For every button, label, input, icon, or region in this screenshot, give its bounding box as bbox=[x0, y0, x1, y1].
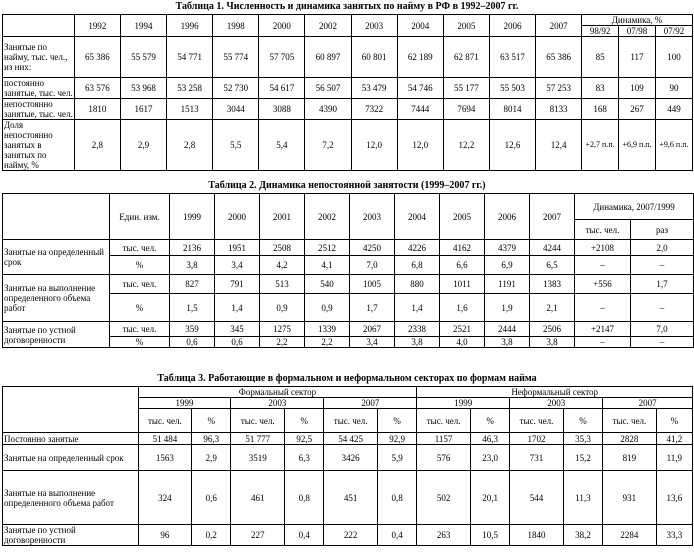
table-cell: 62 871 bbox=[443, 37, 489, 78]
table-cell: 12,0 bbox=[397, 120, 443, 171]
table-row bbox=[3, 322, 694, 337]
table-cell: 2,9 bbox=[120, 120, 166, 171]
table-cell: 1011 bbox=[440, 275, 485, 294]
dynamics-cell: 449 bbox=[655, 99, 692, 120]
table-cell: 2506 bbox=[530, 322, 575, 337]
unit-header: тыс. чел. bbox=[417, 409, 471, 433]
table-cell: 1810 bbox=[74, 99, 120, 120]
year-header: 2007 bbox=[530, 194, 575, 240]
table-cell: 63 576 bbox=[74, 78, 120, 99]
table-cell: 3,8 bbox=[170, 256, 215, 275]
table1-caption: Таблица 1. Численность и динамика занятых по найму в РФ в 1992–2007 гг. bbox=[175, 1, 519, 12]
year-header: 1999 bbox=[138, 398, 231, 409]
table1 bbox=[2, 14, 693, 171]
year-header: 1992 bbox=[74, 15, 120, 37]
row-label: Занятые на выполнение определенного объема работ bbox=[3, 275, 110, 322]
unit-header: Един. изм. bbox=[110, 194, 170, 240]
dynamics-cell: 7,0 bbox=[631, 322, 694, 337]
table-cell: 731 bbox=[510, 445, 564, 471]
table3 bbox=[2, 386, 693, 546]
year-header: 1996 bbox=[167, 15, 213, 37]
table-cell: 10,5 bbox=[470, 525, 509, 546]
table-row bbox=[3, 275, 694, 294]
table-cell: 96,3 bbox=[192, 433, 231, 445]
table-cell: 3519 bbox=[231, 445, 285, 471]
year-header: 2000 bbox=[215, 194, 260, 240]
table-cell: 8014 bbox=[489, 99, 535, 120]
table-cell: 1,7 bbox=[350, 294, 395, 322]
table-cell: 65 386 bbox=[536, 37, 582, 78]
year-header: 2004 bbox=[395, 194, 440, 240]
dynamics-cell: 90 bbox=[655, 78, 692, 99]
table-cell: 576 bbox=[417, 445, 471, 471]
table-cell: 2512 bbox=[305, 240, 350, 256]
table-cell: 55 177 bbox=[443, 78, 489, 99]
unit-header: тыс. чел. bbox=[231, 409, 285, 433]
dynamics-subheader: тыс. чел. bbox=[575, 220, 631, 240]
table-cell: 2338 bbox=[395, 322, 440, 337]
table-cell: 13,6 bbox=[656, 471, 692, 525]
table-cell: 461 bbox=[231, 471, 285, 525]
table-cell: 263 bbox=[417, 525, 471, 546]
table-cell: 1,6 bbox=[440, 294, 485, 322]
table-cell: 52 730 bbox=[213, 78, 259, 99]
table-cell: 0,6 bbox=[215, 337, 260, 348]
table-cell: 4226 bbox=[395, 240, 440, 256]
table-cell: 1275 bbox=[260, 322, 305, 337]
table-row bbox=[3, 240, 694, 256]
unit-header: % bbox=[656, 409, 692, 433]
table-cell: 6,5 bbox=[530, 256, 575, 275]
table-cell: 33,3 bbox=[656, 525, 692, 546]
table-cell: 1,4 bbox=[215, 294, 260, 322]
corner-cell bbox=[3, 387, 139, 433]
dynamics-header: Динамика, % bbox=[582, 15, 693, 26]
table-cell: 227 bbox=[231, 525, 285, 546]
year-header: 2002 bbox=[305, 15, 351, 37]
table-cell: 4162 bbox=[440, 240, 485, 256]
table-cell: 62 189 bbox=[397, 37, 443, 78]
table-cell: 51 777 bbox=[231, 433, 285, 445]
table-cell: 222 bbox=[324, 525, 378, 546]
dynamics-cell: 117 bbox=[619, 37, 656, 78]
table2-caption: Таблица 2. Динамика непостоянной занятости (1999–2007 гг.) bbox=[208, 180, 486, 191]
dynamics-cell: 109 bbox=[619, 78, 656, 99]
sector-header: Формальный сектор bbox=[138, 387, 417, 398]
table-cell: 2,8 bbox=[74, 120, 120, 171]
table-cell: 53 968 bbox=[120, 78, 166, 99]
table-cell: 2,2 bbox=[260, 337, 305, 348]
dynamics-cell: 168 bbox=[582, 99, 619, 120]
dynamics-cell: 85 bbox=[582, 37, 619, 78]
table-cell: 819 bbox=[603, 445, 657, 471]
table-cell: 41,2 bbox=[656, 433, 692, 445]
unit-header: % bbox=[563, 409, 602, 433]
table-cell: 2,1 bbox=[530, 294, 575, 322]
table-cell: 0,8 bbox=[377, 471, 416, 525]
dynamics-cell: 1,7 bbox=[631, 275, 694, 294]
table-cell: 502 bbox=[417, 471, 471, 525]
table-cell: 7694 bbox=[443, 99, 489, 120]
table-cell: 1563 bbox=[138, 445, 192, 471]
table-cell: 2444 bbox=[485, 322, 530, 337]
table-cell: 2136 bbox=[170, 240, 215, 256]
table-cell: 60 801 bbox=[351, 37, 397, 78]
unit-header: тыс. чел. bbox=[324, 409, 378, 433]
row-label: Занятые на определенный срок bbox=[3, 445, 139, 471]
table3-caption: Таблица 3. Работающие в формальном и неформальном секторах по формам найма bbox=[157, 373, 537, 384]
table-cell: 2067 bbox=[350, 322, 395, 337]
table-cell: 23,0 bbox=[470, 445, 509, 471]
table-cell: 544 bbox=[510, 471, 564, 525]
table-cell: 1951 bbox=[215, 240, 260, 256]
table-cell: 8133 bbox=[536, 99, 582, 120]
table-cell: 2,8 bbox=[167, 120, 213, 171]
unit-cell: % bbox=[110, 294, 170, 322]
dynamics-cell: 267 bbox=[619, 99, 656, 120]
unit-header: тыс. чел. bbox=[510, 409, 564, 433]
year-header: 1999 bbox=[417, 398, 510, 409]
table-cell: 4244 bbox=[530, 240, 575, 256]
corner-cell bbox=[3, 15, 75, 37]
table-cell: 7,2 bbox=[305, 120, 351, 171]
table-cell: 54 617 bbox=[259, 78, 305, 99]
unit-cell: тыс. чел. bbox=[110, 322, 170, 337]
table-cell: 1191 bbox=[485, 275, 530, 294]
unit-header: тыс. чел. bbox=[603, 409, 657, 433]
year-header: 2005 bbox=[440, 194, 485, 240]
dynamics-subheader: 07/92 bbox=[655, 26, 692, 37]
table-row bbox=[3, 445, 693, 471]
table-cell: 54 771 bbox=[167, 37, 213, 78]
year-header: 2004 bbox=[397, 15, 443, 37]
table-cell: 38,2 bbox=[563, 525, 602, 546]
row-label: Занятые по найму, тыс. чел., из них: bbox=[3, 37, 75, 78]
dynamics-cell: – bbox=[575, 256, 631, 275]
table-cell: 55 579 bbox=[120, 37, 166, 78]
table-cell: 53 258 bbox=[167, 78, 213, 99]
unit-header: % bbox=[377, 409, 416, 433]
table-header-row bbox=[3, 15, 693, 26]
table-row bbox=[3, 433, 693, 445]
table-cell: 7322 bbox=[351, 99, 397, 120]
table-cell: 57 705 bbox=[259, 37, 305, 78]
unit-header: % bbox=[192, 409, 231, 433]
dynamics-cell: – bbox=[575, 337, 631, 348]
unit-cell: тыс. чел. bbox=[110, 275, 170, 294]
table-cell: 2284 bbox=[603, 525, 657, 546]
year-header: 2003 bbox=[351, 15, 397, 37]
table-cell: 54 746 bbox=[397, 78, 443, 99]
table-cell: 5,5 bbox=[213, 120, 259, 171]
unit-cell: тыс. чел. bbox=[110, 240, 170, 256]
dynamics-cell: – bbox=[631, 256, 694, 275]
table-cell: 4379 bbox=[485, 240, 530, 256]
table-cell: 1,4 bbox=[395, 294, 440, 322]
table-cell: 4250 bbox=[350, 240, 395, 256]
table-cell: 6,8 bbox=[395, 256, 440, 275]
table-cell: 2828 bbox=[603, 433, 657, 445]
table-cell: 359 bbox=[170, 322, 215, 337]
table-cell: 3,8 bbox=[530, 337, 575, 348]
table-row bbox=[3, 120, 693, 171]
table-cell: 3,8 bbox=[395, 337, 440, 348]
table-header-row bbox=[3, 387, 693, 398]
unit-header: тыс. чел. bbox=[138, 409, 192, 433]
dynamics-subheader: раз bbox=[631, 220, 694, 240]
year-header: 1999 bbox=[170, 194, 215, 240]
table-cell: 1840 bbox=[510, 525, 564, 546]
dynamics-cell: +2,7 п.п. bbox=[582, 120, 619, 171]
table-cell: 5,9 bbox=[377, 445, 416, 471]
table-cell: 6,9 bbox=[485, 256, 530, 275]
table-cell: 791 bbox=[215, 275, 260, 294]
table-cell: 1383 bbox=[530, 275, 575, 294]
table-row bbox=[3, 37, 693, 78]
dynamics-cell: +556 bbox=[575, 275, 631, 294]
unit-cell: % bbox=[110, 256, 170, 275]
year-header: 2003 bbox=[510, 398, 603, 409]
table-row bbox=[3, 471, 693, 525]
table-cell: 3044 bbox=[213, 99, 259, 120]
table-header-row bbox=[3, 194, 694, 220]
year-header: 2001 bbox=[260, 194, 305, 240]
table-cell: 540 bbox=[305, 275, 350, 294]
row-label: непостоянно занятые, тыс. чел. bbox=[4, 99, 73, 119]
table-cell: 3,4 bbox=[215, 256, 260, 275]
table-cell: 60 897 bbox=[305, 37, 351, 78]
row-label: Доля непостоянно занятых в занятых по найму, % bbox=[3, 120, 75, 171]
row-label: Занятые по устной договоренности bbox=[3, 525, 139, 546]
row-label: Занятые по устной договоренности bbox=[3, 322, 110, 348]
unit-header: % bbox=[285, 409, 324, 433]
unit-header: % bbox=[470, 409, 509, 433]
dynamics-subheader: 98/92 bbox=[582, 26, 619, 37]
table-cell: 0,4 bbox=[285, 525, 324, 546]
table-cell: 0,9 bbox=[260, 294, 305, 322]
year-header: 2006 bbox=[489, 15, 535, 37]
row-label: Занятые на выполнение определенного объема работ bbox=[3, 471, 139, 525]
table-cell: 12,0 bbox=[351, 120, 397, 171]
dynamics-cell: +9,6 п.п. bbox=[655, 120, 692, 171]
table-cell: 46,3 bbox=[470, 433, 509, 445]
table-cell: 5,4 bbox=[259, 120, 305, 171]
table-cell: 1005 bbox=[350, 275, 395, 294]
table-cell: 451 bbox=[324, 471, 378, 525]
table-cell: 4390 bbox=[305, 99, 351, 120]
table2 bbox=[2, 193, 694, 348]
year-header: 2003 bbox=[350, 194, 395, 240]
table-cell: 1,9 bbox=[485, 294, 530, 322]
dynamics-cell: – bbox=[631, 294, 694, 322]
row-label: постоянно занятые, тыс. чел. bbox=[4, 78, 73, 98]
table-cell: 2508 bbox=[260, 240, 305, 256]
table-cell: 0,4 bbox=[377, 525, 416, 546]
row-label: Постоянно занятые bbox=[3, 433, 139, 445]
year-header: 2005 bbox=[443, 15, 489, 37]
table-cell: 3,4 bbox=[350, 337, 395, 348]
table-row bbox=[3, 525, 693, 546]
table-cell: 0,9 bbox=[305, 294, 350, 322]
dynamics-cell: – bbox=[631, 337, 694, 348]
table-cell: 57 253 bbox=[536, 78, 582, 99]
table-cell: 513 bbox=[260, 275, 305, 294]
table-cell: 1513 bbox=[167, 99, 213, 120]
table-cell: 11,3 bbox=[563, 471, 602, 525]
table-cell: 92,9 bbox=[377, 433, 416, 445]
table-cell: 12,4 bbox=[536, 120, 582, 171]
dynamics-cell: +2147 bbox=[575, 322, 631, 337]
dynamics-cell: 2,0 bbox=[631, 240, 694, 256]
corner-cell bbox=[3, 194, 110, 240]
table-row bbox=[3, 78, 693, 99]
table-cell: 880 bbox=[395, 275, 440, 294]
table-cell: 35,3 bbox=[563, 433, 602, 445]
table-cell: 4,1 bbox=[305, 256, 350, 275]
table-cell: 55 774 bbox=[213, 37, 259, 78]
table-cell: 53 479 bbox=[351, 78, 397, 99]
dynamics-cell: 100 bbox=[655, 37, 692, 78]
dynamics-cell: +2108 bbox=[575, 240, 631, 256]
table-cell: 6,6 bbox=[440, 256, 485, 275]
dynamics-cell: 83 bbox=[582, 78, 619, 99]
table-cell: 20,1 bbox=[470, 471, 509, 525]
year-header: 2002 bbox=[305, 194, 350, 240]
table-cell: 55 503 bbox=[489, 78, 535, 99]
table-cell: 3426 bbox=[324, 445, 378, 471]
table-cell: 2,2 bbox=[305, 337, 350, 348]
table-row bbox=[3, 99, 693, 120]
table-cell: 63 517 bbox=[489, 37, 535, 78]
table-cell: 3088 bbox=[259, 99, 305, 120]
table-cell: 1617 bbox=[120, 99, 166, 120]
table-cell: 6,3 bbox=[285, 445, 324, 471]
year-header: 2006 bbox=[485, 194, 530, 240]
table-cell: 0,6 bbox=[170, 337, 215, 348]
unit-cell: % bbox=[110, 337, 170, 348]
table-cell: 324 bbox=[138, 471, 192, 525]
table-cell: 7444 bbox=[397, 99, 443, 120]
table-cell: 7,0 bbox=[350, 256, 395, 275]
table-cell: 15,2 bbox=[563, 445, 602, 471]
table-cell: 51 484 bbox=[138, 433, 192, 445]
table-cell: 1157 bbox=[417, 433, 471, 445]
dynamics-cell: – bbox=[575, 294, 631, 322]
dynamics-cell: +6,9 п.п. bbox=[619, 120, 656, 171]
table-cell: 11,9 bbox=[656, 445, 692, 471]
year-header: 2000 bbox=[259, 15, 305, 37]
table-cell: 2,9 bbox=[192, 445, 231, 471]
table-cell: 54 425 bbox=[324, 433, 378, 445]
table-cell: 3,8 bbox=[485, 337, 530, 348]
table-cell: 4,0 bbox=[440, 337, 485, 348]
year-header: 1998 bbox=[213, 15, 259, 37]
row-label: Занятые на определенный срок bbox=[3, 240, 110, 275]
table-cell: 12,6 bbox=[489, 120, 535, 171]
year-header: 2003 bbox=[231, 398, 324, 409]
table-cell: 92,5 bbox=[285, 433, 324, 445]
table-cell: 931 bbox=[603, 471, 657, 525]
year-header: 2007 bbox=[536, 15, 582, 37]
sector-header: Неформальный сектор bbox=[417, 387, 693, 398]
year-header: 1994 bbox=[120, 15, 166, 37]
table-cell: 0,8 bbox=[285, 471, 324, 525]
dynamics-header: Динамика, 2007/1999 bbox=[575, 194, 694, 220]
table-cell: 56 507 bbox=[305, 78, 351, 99]
table-cell: 2521 bbox=[440, 322, 485, 337]
table-cell: 4,2 bbox=[260, 256, 305, 275]
table-cell: 65 386 bbox=[74, 37, 120, 78]
table-cell: 1,5 bbox=[170, 294, 215, 322]
table-cell: 0,2 bbox=[192, 525, 231, 546]
table-cell: 0,6 bbox=[192, 471, 231, 525]
dynamics-subheader: 07/98 bbox=[619, 26, 656, 37]
year-header: 2007 bbox=[324, 398, 417, 409]
table-cell: 12,2 bbox=[443, 120, 489, 171]
table-cell: 1702 bbox=[510, 433, 564, 445]
table-cell: 827 bbox=[170, 275, 215, 294]
year-header: 2007 bbox=[603, 398, 693, 409]
table-cell: 1339 bbox=[305, 322, 350, 337]
table-cell: 345 bbox=[215, 322, 260, 337]
table-cell: 96 bbox=[138, 525, 192, 546]
